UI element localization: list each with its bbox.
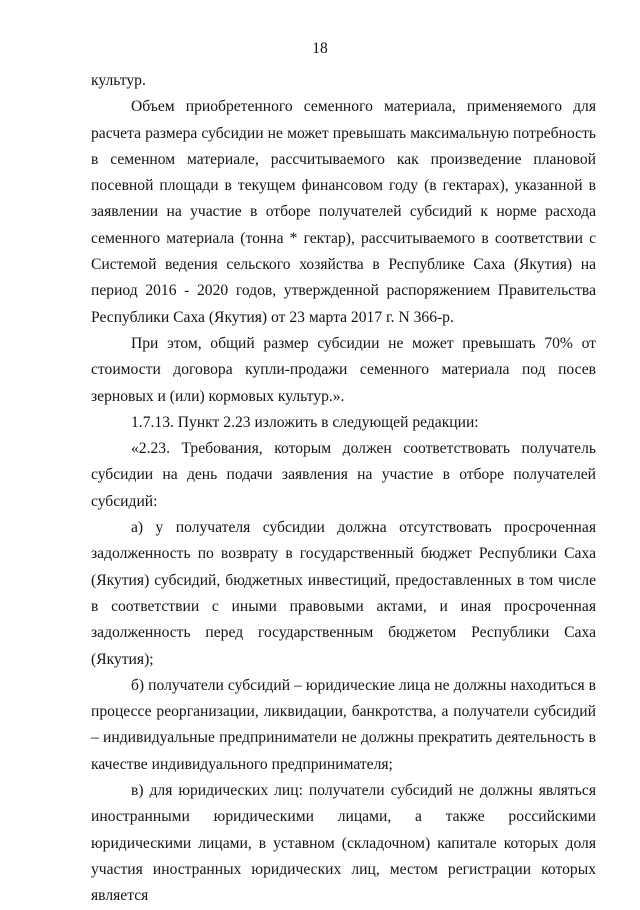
page-number: 18	[312, 40, 328, 57]
paragraph-clause-1-7-13: 1.7.13. Пункт 2.23 изложить в следующей редакции:	[131, 413, 479, 431]
document-body	[91, 68, 596, 910]
paragraph-subsidy-limit: При этом, общий размер субсидии не может превышать 70% от стоимости договора купли-продажи семенного материала под посев зерновых и (или) кормовых культур.».	[91, 334, 596, 405]
paragraph-continuation: культур.	[91, 72, 146, 89]
paragraph-item-v: в) для юридических лиц: получатели субсидий не должны являться иностранными юридическими лицами, а также российскими юридическими лицами, в уставном (складочном) капитале которых доля участия иностранных юридических лиц, местом регистрации которых является	[91, 782, 596, 905]
paragraph-item-b: б) получатели субсидий – юридические лица не должны находиться в процессе реорганизации, ликвидации, банкротства, а получатели субсидий – индивидуальные предприниматели не должны прекратить деятельность в качестве индивидуального предпринимателя;	[91, 676, 596, 773]
paragraph-seed-volume: Объем приобретенного семенного материала, применяемого для расчета размера субсидии не может превышать максимальную потребность в семенном материале, рассчитываемого как произведение плановой посевной площади в текущем финансовом году (в гектарах), указанной в заявлении на участие в отборе получателей субсидий к норме расхода семенного материала (тонна * гектар), рассчитываемого в соответствии с Системой ведения сельского хозяйства в Республике Саха (Якутия) на период 2016 - 2020 годов, утвержденной распоряжением Правительства Республики Саха (Якутия) от 23 марта 2017 г. N 366-р.	[91, 98, 596, 326]
paragraph-clause-2-23: «2.23. Требования, которым должен соответствовать получатель субсидии на день подачи заявления на участие в отборе получателей субсидий:	[91, 440, 596, 510]
paragraph-item-a: а) у получателя субсидии должна отсутствовать просроченная задолженность по возврату в государственный бюджет Республики Саха (Якутия) субсидий, бюджетных инвестиций, предоставленных в том числе в соответствии с иными правовыми актами, и иная просроченная задолженность перед государственным бюджетом Республики Саха (Якутия);	[91, 519, 596, 668]
